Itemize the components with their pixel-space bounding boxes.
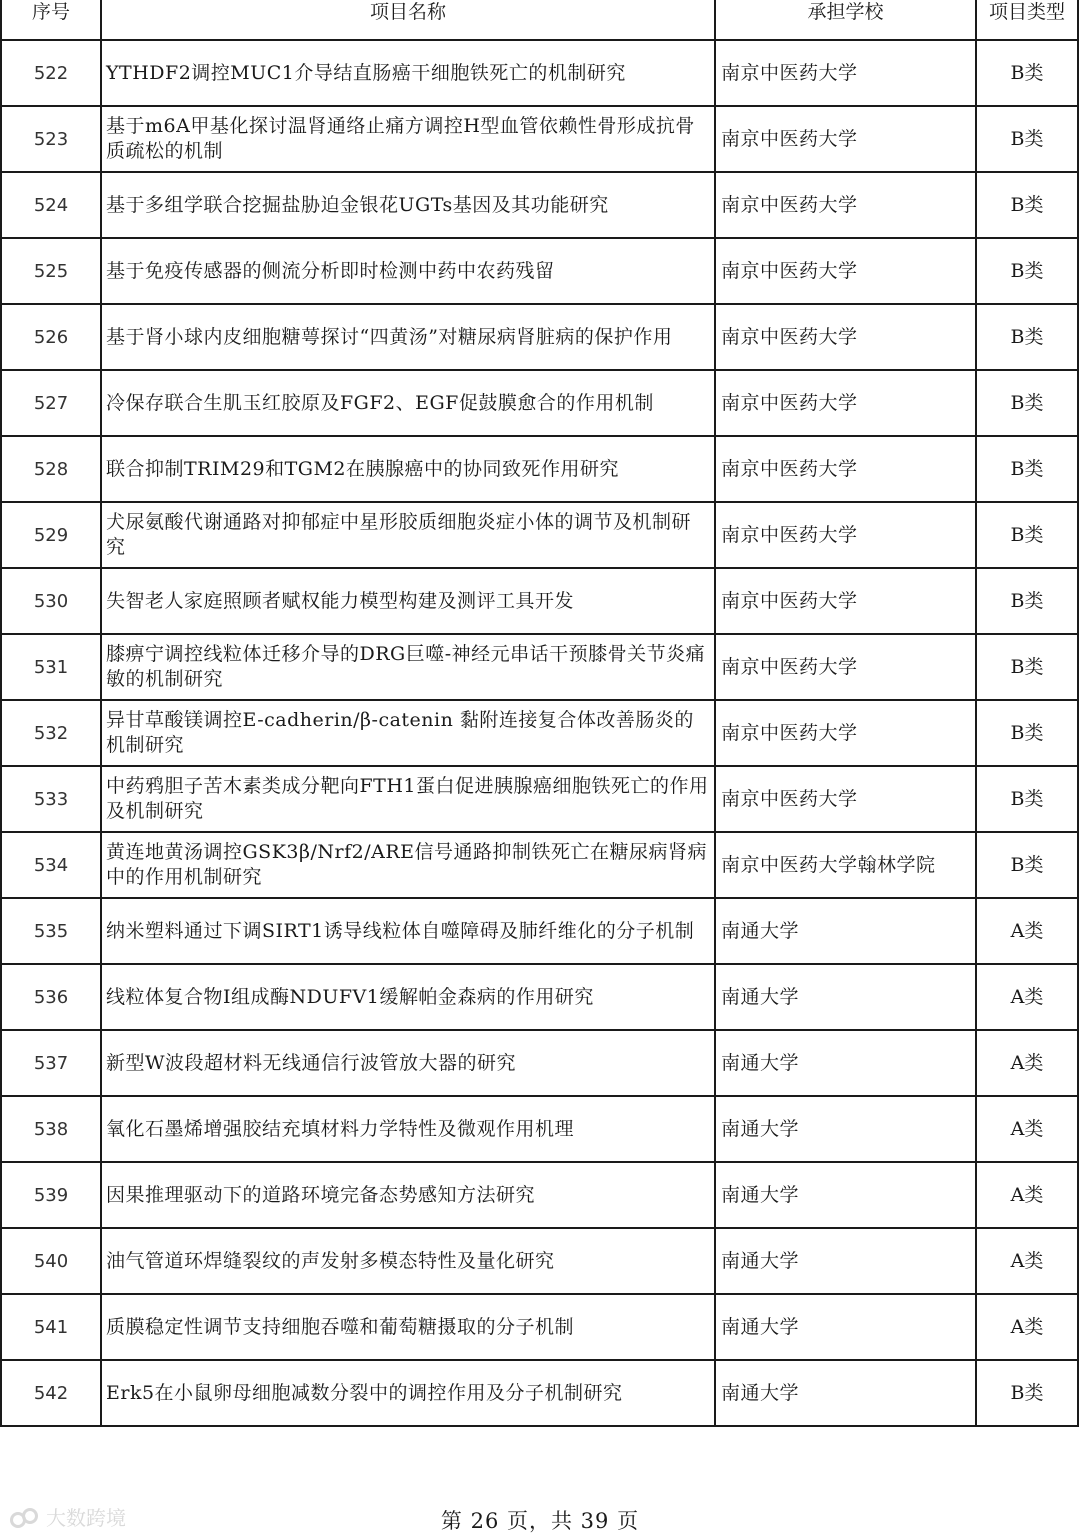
row-type: A类 [976, 1228, 1078, 1294]
row-project-name: 质膜稳定性调节支持细胞吞噬和葡萄糖摄取的分子机制 [101, 1294, 715, 1360]
table-row [1, 502, 1078, 568]
row-project-name: YTHDF2调控MUC1介导结直肠癌干细胞铁死亡的机制研究 [101, 40, 715, 106]
table-row [1, 766, 1078, 832]
table-row [1, 370, 1078, 436]
row-school: 南通大学 [715, 1096, 976, 1162]
row-type: A类 [976, 1030, 1078, 1096]
row-type: B类 [976, 238, 1078, 304]
row-school: 南京中医药大学 [715, 106, 976, 172]
row-seq: 537 [1, 1030, 101, 1096]
row-school: 南京中医药大学 [715, 238, 976, 304]
row-project-name: 纳米塑料通过下调SIRT1诱导线粒体自噬障碍及肺纤维化的分子机制 [101, 898, 715, 964]
row-type: B类 [976, 40, 1078, 106]
row-seq: 528 [1, 436, 101, 502]
row-project-name: 犬尿氨酸代谢通路对抑郁症中星形胶质细胞炎症小体的调节及机制研究 [101, 502, 715, 568]
row-school: 南通大学 [715, 1294, 976, 1360]
row-project-name: 异甘草酸镁调控E-cadherin/β-catenin 黏附连接复合体改善肠炎的机制研究 [101, 700, 715, 766]
row-school: 南京中医药大学 [715, 436, 976, 502]
row-seq: 523 [1, 106, 101, 172]
row-type: B类 [976, 832, 1078, 898]
table-body [1, 40, 1078, 1426]
row-seq: 527 [1, 370, 101, 436]
row-school: 南通大学 [715, 1030, 976, 1096]
table-row [1, 898, 1078, 964]
table-row [1, 634, 1078, 700]
row-project-name: 冷保存联合生肌玉红胶原及FGF2、EGF促鼓膜愈合的作用机制 [101, 370, 715, 436]
table-row [1, 832, 1078, 898]
row-seq: 525 [1, 238, 101, 304]
row-school: 南京中医药大学 [715, 634, 976, 700]
row-school: 南京中医药大学 [715, 502, 976, 568]
row-type: B类 [976, 304, 1078, 370]
table-row [1, 1294, 1078, 1360]
row-project-name: 基于m6A甲基化探讨温肾通络止痛方调控H型血管依赖性骨形成抗骨质疏松的机制 [101, 106, 715, 172]
table-row [1, 436, 1078, 502]
table-row [1, 700, 1078, 766]
row-project-name: 新型W波段超材料无线通信行波管放大器的研究 [101, 1030, 715, 1096]
row-type: B类 [976, 172, 1078, 238]
row-seq: 535 [1, 898, 101, 964]
row-project-name: 基于多组学联合挖掘盐胁迫金银花UGTs基因及其功能研究 [101, 172, 715, 238]
row-type: B类 [976, 568, 1078, 634]
row-project-name: 中药鸦胆子苦木素类成分靶向FTH1蛋白促进胰腺癌细胞铁死亡的作用及机制研究 [101, 766, 715, 832]
row-school: 南京中医药大学 [715, 40, 976, 106]
row-project-name: 黄连地黄汤调控GSK3β/Nrf2/ARE信号通路抑制铁死亡在糖尿病肾病中的作用机制研究 [101, 832, 715, 898]
table-row [1, 1030, 1078, 1096]
row-school: 南京中医药大学 [715, 766, 976, 832]
row-seq: 532 [1, 700, 101, 766]
page-number: 第 26 页，共 39 页 [440, 1509, 640, 1533]
page-footer [0, 1505, 1080, 1535]
table-row [1, 1228, 1078, 1294]
row-project-name: 联合抑制TRIM29和TGM2在胰腺癌中的协同致死作用研究 [101, 436, 715, 502]
row-school: 南京中医药大学翰林学院 [715, 832, 976, 898]
row-seq: 534 [1, 832, 101, 898]
row-seq: 533 [1, 766, 101, 832]
table-row [1, 1162, 1078, 1228]
row-school: 南京中医药大学 [715, 568, 976, 634]
row-type: B类 [976, 502, 1078, 568]
row-seq: 529 [1, 502, 101, 568]
table-row [1, 238, 1078, 304]
row-type: B类 [976, 370, 1078, 436]
row-project-name: Erk5在小鼠卵母细胞减数分裂中的调控作用及分子机制研究 [101, 1360, 715, 1426]
row-type: A类 [976, 1162, 1078, 1228]
row-school: 南通大学 [715, 1360, 976, 1426]
row-seq: 522 [1, 40, 101, 106]
row-school: 南京中医药大学 [715, 304, 976, 370]
row-project-name: 基于免疫传感器的侧流分析即时检测中药中农药残留 [101, 238, 715, 304]
row-type: B类 [976, 436, 1078, 502]
row-type: A类 [976, 1096, 1078, 1162]
row-seq: 539 [1, 1162, 101, 1228]
row-school: 南京中医药大学 [715, 172, 976, 238]
header-type: 项目类型 [976, 0, 1078, 40]
table-row [1, 304, 1078, 370]
header-school: 承担学校 [715, 0, 976, 40]
row-school: 南通大学 [715, 964, 976, 1030]
row-school: 南京中医药大学 [715, 370, 976, 436]
row-seq: 526 [1, 304, 101, 370]
table-row [1, 1360, 1078, 1426]
row-type: A类 [976, 1294, 1078, 1360]
row-project-name: 失智老人家庭照顾者赋权能力模型构建及测评工具开发 [101, 568, 715, 634]
row-type: A类 [976, 898, 1078, 964]
row-type: B类 [976, 634, 1078, 700]
table-row [1, 964, 1078, 1030]
row-project-name: 基于肾小球内皮细胞糖萼探讨“四黄汤”对糖尿病肾脏病的保护作用 [101, 304, 715, 370]
row-seq: 536 [1, 964, 101, 1030]
watermark-text: 大数跨境 [46, 1506, 126, 1530]
row-project-name: 膝痹宁调控线粒体迁移介导的DRG巨噬-神经元串话干预膝骨关节炎痛敏的机制研究 [101, 634, 715, 700]
table-row [1, 106, 1078, 172]
row-project-name: 线粒体复合物I组成酶NDUFV1缓解帕金森病的作用研究 [101, 964, 715, 1030]
row-type: B类 [976, 766, 1078, 832]
row-project-name: 因果推理驱动下的道路环境完备态势感知方法研究 [101, 1162, 715, 1228]
row-type: B类 [976, 1360, 1078, 1426]
row-seq: 541 [1, 1294, 101, 1360]
table-row [1, 1096, 1078, 1162]
row-school: 南通大学 [715, 1228, 976, 1294]
header-seq: 序号 [1, 0, 101, 40]
row-project-name: 油气管道环焊缝裂纹的声发射多模态特性及量化研究 [101, 1228, 715, 1294]
row-seq: 542 [1, 1360, 101, 1426]
row-project-name: 氧化石墨烯增强胶结充填材料力学特性及微观作用机理 [101, 1096, 715, 1162]
row-type: B类 [976, 106, 1078, 172]
table-header-row [1, 0, 1078, 40]
row-school: 南通大学 [715, 1162, 976, 1228]
row-seq: 531 [1, 634, 101, 700]
row-type: B类 [976, 700, 1078, 766]
row-seq: 538 [1, 1096, 101, 1162]
table-row [1, 172, 1078, 238]
row-school: 南通大学 [715, 898, 976, 964]
table-row [1, 40, 1078, 106]
row-seq: 524 [1, 172, 101, 238]
row-seq: 540 [1, 1228, 101, 1294]
row-seq: 530 [1, 568, 101, 634]
row-type: A类 [976, 964, 1078, 1030]
row-school: 南京中医药大学 [715, 700, 976, 766]
header-name: 项目名称 [101, 0, 715, 40]
table-row [1, 568, 1078, 634]
